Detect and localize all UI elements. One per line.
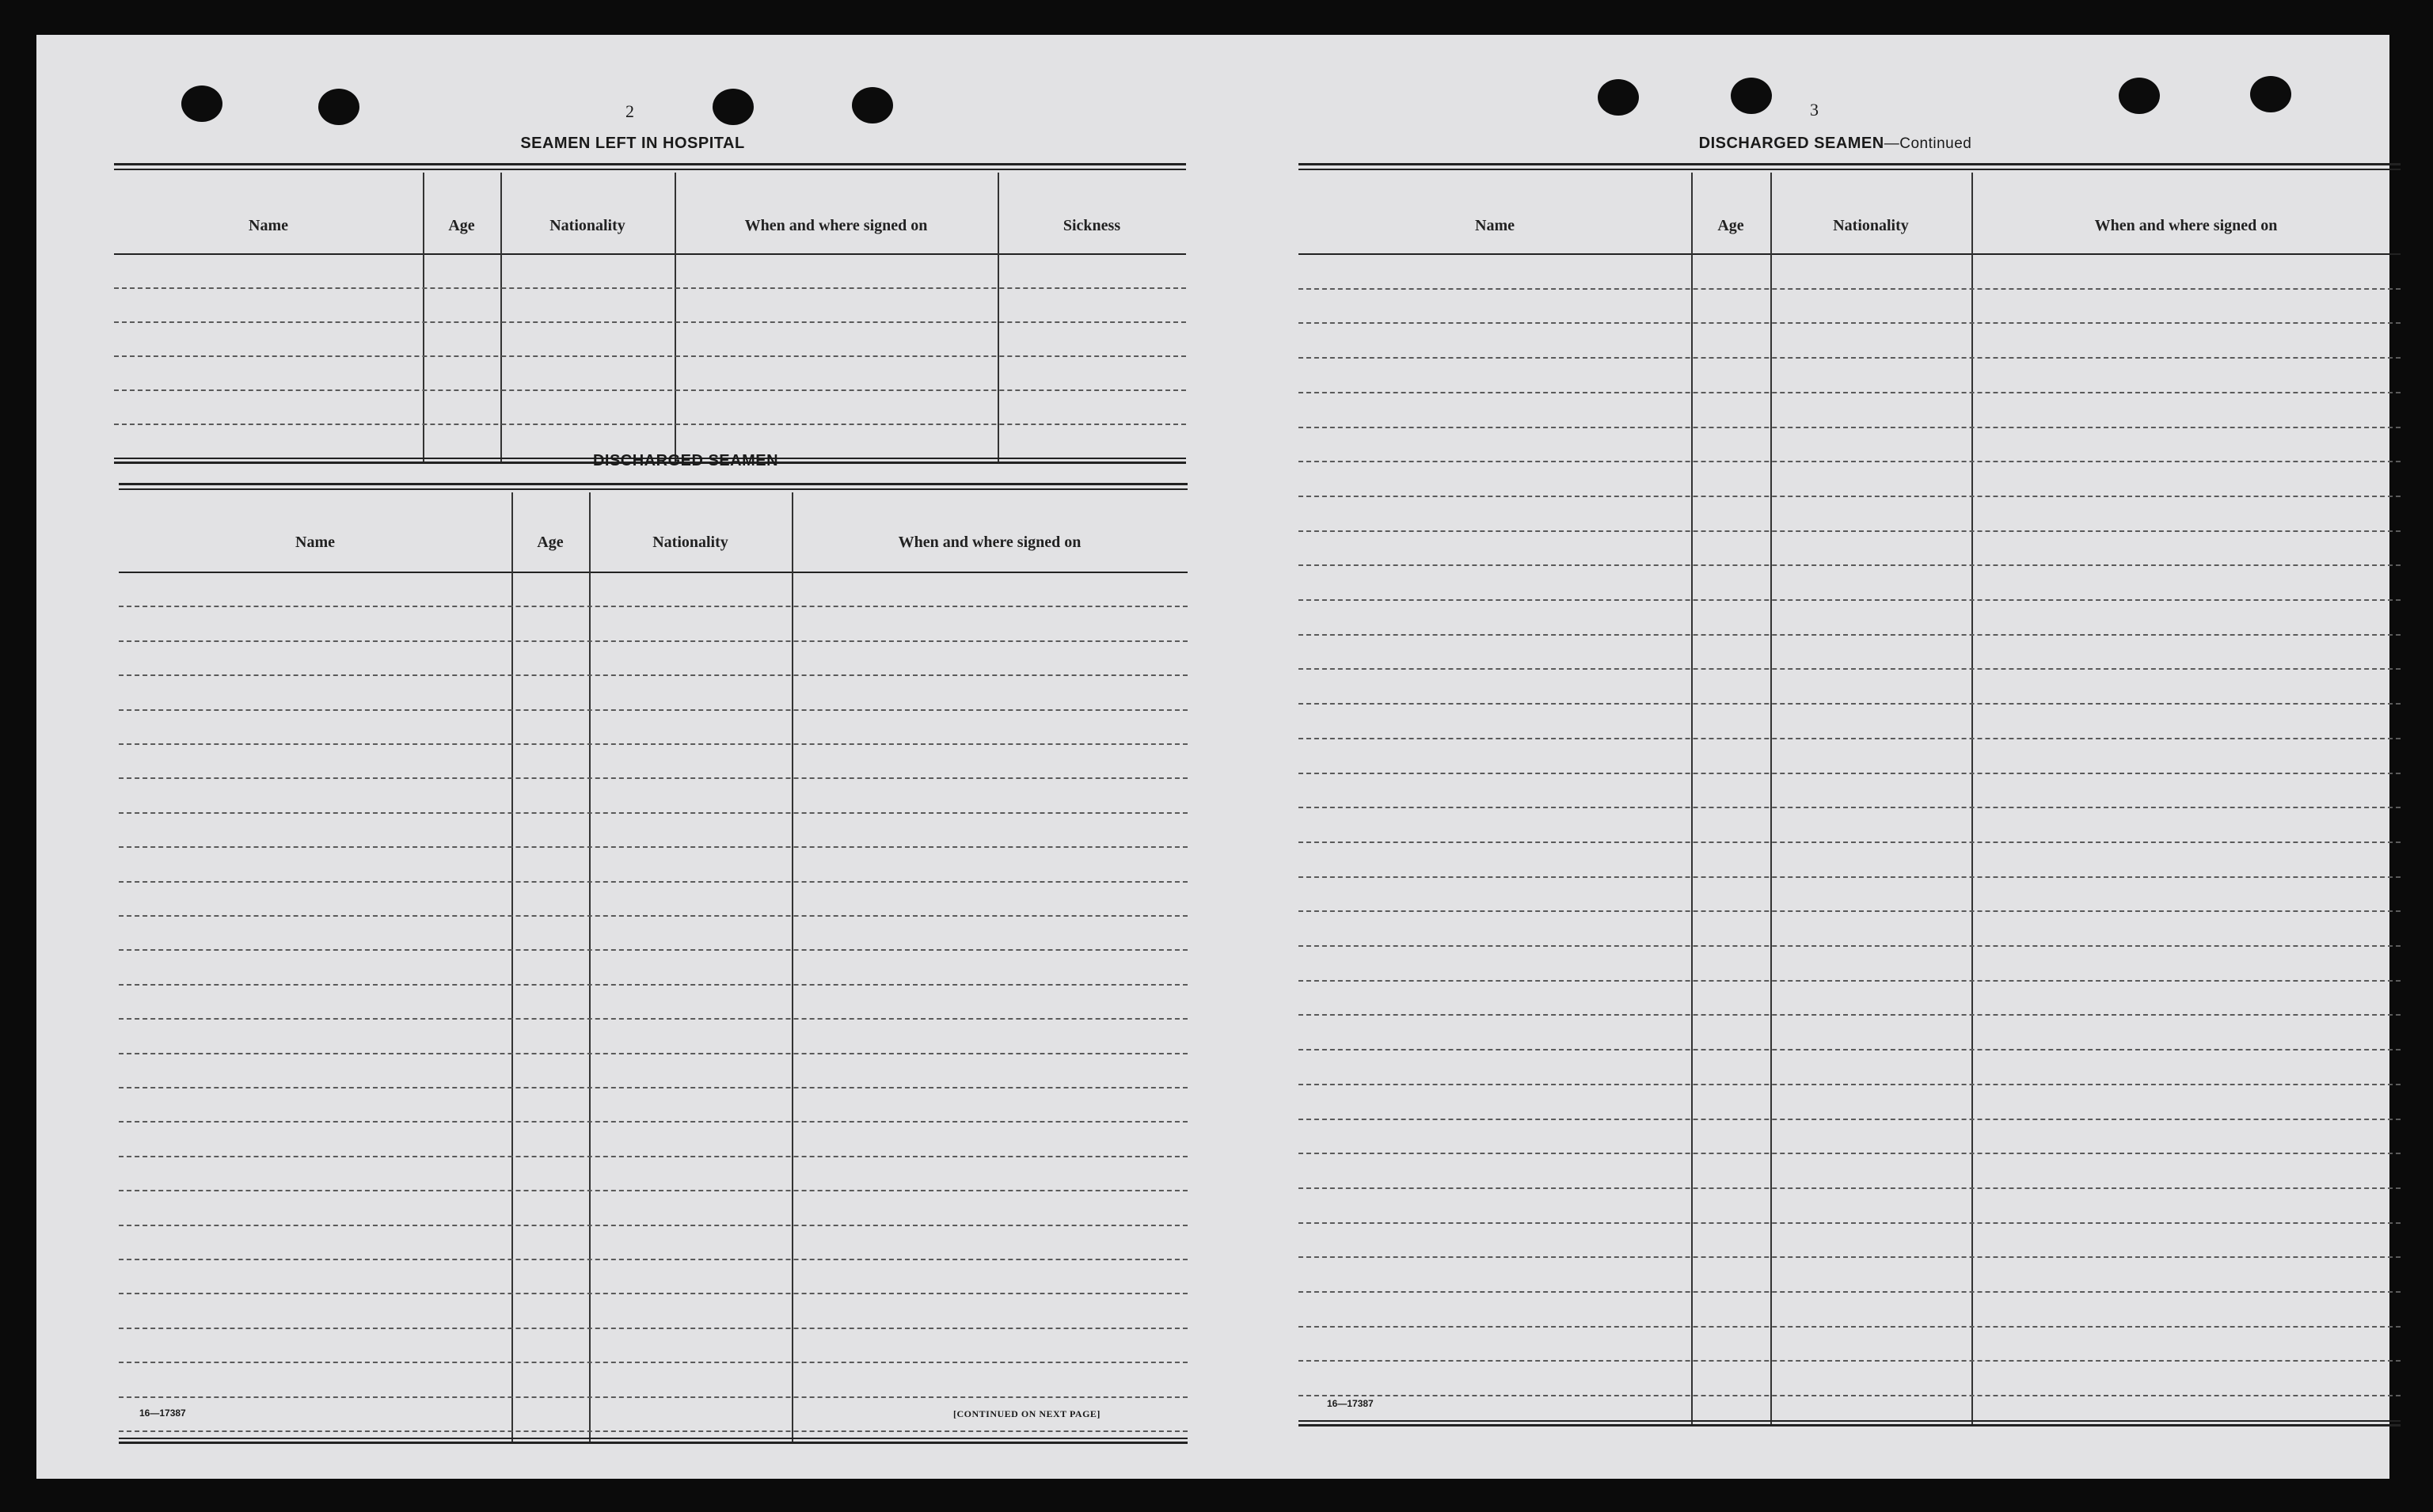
ruled-row xyxy=(119,709,1188,711)
punch-hole xyxy=(852,87,893,123)
section-title-hospital: SEAMEN LEFT IN HOSPITAL xyxy=(520,135,745,152)
hospital-table xyxy=(114,163,1186,464)
header-underline xyxy=(1298,253,2401,255)
column-divider xyxy=(1691,173,1693,1425)
column-header: Name xyxy=(249,217,288,234)
ruled-row xyxy=(119,881,1188,883)
ruled-row xyxy=(119,1121,1188,1123)
column-header: When and where signed on xyxy=(2094,217,2278,234)
section-title-text: DISCHARGED SEAMEN xyxy=(1698,135,1884,152)
ruled-row xyxy=(119,1018,1188,1020)
ruled-row xyxy=(1298,288,2401,290)
column-divider xyxy=(423,173,424,462)
ruled-row xyxy=(1298,876,2401,878)
continued-note: [CONTINUED ON NEXT PAGE] xyxy=(953,1408,1101,1419)
ruled-row xyxy=(1298,357,2401,359)
table-top-rule xyxy=(114,169,1186,170)
column-header: Sickness xyxy=(1063,217,1121,234)
ruled-row xyxy=(1298,773,2401,774)
ruled-row xyxy=(114,321,1186,323)
punch-hole xyxy=(1598,79,1639,116)
ruled-row xyxy=(114,424,1186,425)
section-title-suffix: —Continued xyxy=(1884,135,1972,152)
column-header: Name xyxy=(295,534,335,551)
ruled-row xyxy=(1298,1256,2401,1258)
punch-hole xyxy=(2250,76,2291,112)
ruled-row xyxy=(119,1259,1188,1260)
ruled-row xyxy=(119,1328,1188,1329)
ruled-row xyxy=(119,777,1188,779)
punch-hole xyxy=(181,85,222,122)
table-top-rule xyxy=(1298,163,2401,165)
column-header: Nationality xyxy=(549,217,625,234)
table-bottom-rule xyxy=(119,1442,1188,1444)
ruled-row xyxy=(119,984,1188,986)
ruled-row xyxy=(119,1225,1188,1226)
column-divider xyxy=(1971,173,1973,1425)
ruled-row xyxy=(119,846,1188,848)
ruled-row xyxy=(119,1396,1188,1398)
section-title-discharged-continued xyxy=(1300,135,2370,153)
column-divider xyxy=(675,173,676,462)
ruled-row xyxy=(1298,841,2401,843)
ruled-row xyxy=(1298,392,2401,393)
ruled-row xyxy=(1298,1291,2401,1293)
form-code: 16—17387 xyxy=(1327,1398,1374,1409)
column-divider xyxy=(511,492,513,1442)
column-divider xyxy=(500,173,502,462)
ruled-row xyxy=(1298,1119,2401,1120)
ruled-row xyxy=(1298,461,2401,462)
table-top-rule xyxy=(119,483,1188,485)
punch-hole xyxy=(1731,78,1772,114)
table-bottom-rule xyxy=(119,1438,1188,1439)
column-divider xyxy=(998,173,999,462)
column-divider xyxy=(792,492,793,1442)
ruled-row xyxy=(119,606,1188,607)
column-header: When and where signed on xyxy=(744,217,928,234)
page-number: 2 xyxy=(625,101,634,121)
ruled-row xyxy=(1298,530,2401,532)
ruled-row xyxy=(1298,1395,2401,1396)
ruled-row xyxy=(1298,1222,2401,1224)
punch-hole xyxy=(318,89,359,125)
column-header: Name xyxy=(1475,217,1515,234)
column-header: Nationality xyxy=(652,534,728,551)
ruled-row xyxy=(119,674,1188,676)
ruled-row xyxy=(1298,1014,2401,1016)
ruled-row xyxy=(1298,496,2401,497)
ruled-row xyxy=(1298,945,2401,947)
ruled-row xyxy=(1298,427,2401,428)
ruled-row xyxy=(114,389,1186,391)
punch-hole xyxy=(713,89,754,125)
column-header: Nationality xyxy=(1833,217,1909,234)
table-top-rule xyxy=(1298,169,2401,170)
ruled-row xyxy=(119,743,1188,745)
discharged-table xyxy=(119,483,1188,1444)
ruled-row xyxy=(1298,1360,2401,1362)
ruled-row xyxy=(1298,807,2401,808)
ruled-row xyxy=(119,1190,1188,1191)
ruled-row xyxy=(119,1156,1188,1157)
table-top-rule xyxy=(119,488,1188,490)
column-header: Age xyxy=(1717,217,1744,234)
ruled-row xyxy=(119,640,1188,642)
ruled-row xyxy=(1298,1084,2401,1085)
punch-hole xyxy=(2119,78,2160,114)
column-divider xyxy=(589,492,591,1442)
ruled-row xyxy=(1298,910,2401,912)
ruled-row xyxy=(1298,738,2401,739)
discharged-continued-table xyxy=(1298,163,2401,1427)
ruled-row xyxy=(119,1362,1188,1363)
ruled-row xyxy=(1298,599,2401,601)
ruled-row xyxy=(1298,1153,2401,1154)
header-underline xyxy=(114,253,1186,255)
ruled-row xyxy=(119,1293,1188,1294)
column-divider xyxy=(1770,173,1772,1425)
ruled-row xyxy=(1298,668,2401,670)
column-header: Age xyxy=(537,534,564,551)
ruled-row xyxy=(119,915,1188,917)
ruled-row xyxy=(119,949,1188,951)
ruled-row xyxy=(1298,564,2401,566)
ruled-row xyxy=(1298,703,2401,705)
table-top-rule xyxy=(114,163,1186,165)
ruled-row xyxy=(114,287,1186,289)
ruled-row xyxy=(1298,980,2401,982)
table-bottom-rule xyxy=(1298,1420,2401,1422)
ruled-row xyxy=(119,812,1188,814)
form-code: 16—17387 xyxy=(139,1408,186,1419)
ruled-row xyxy=(1298,1187,2401,1189)
column-header: Age xyxy=(448,217,475,234)
ruled-row xyxy=(1298,1049,2401,1050)
page-number: 3 xyxy=(1810,100,1819,120)
table-bottom-rule xyxy=(1298,1424,2401,1427)
scanned-form-sheet xyxy=(36,35,2389,1479)
ruled-row xyxy=(1298,322,2401,324)
ruled-row xyxy=(119,1430,1188,1432)
ruled-row xyxy=(1298,1326,2401,1328)
ruled-row xyxy=(114,355,1186,357)
section-title-discharged: DISCHARGED SEAMEN xyxy=(592,452,779,469)
ruled-row xyxy=(119,1087,1188,1088)
ruled-row xyxy=(1298,634,2401,636)
ruled-row xyxy=(119,1053,1188,1054)
column-header: When and where signed on xyxy=(898,534,1082,551)
header-underline xyxy=(119,572,1188,573)
